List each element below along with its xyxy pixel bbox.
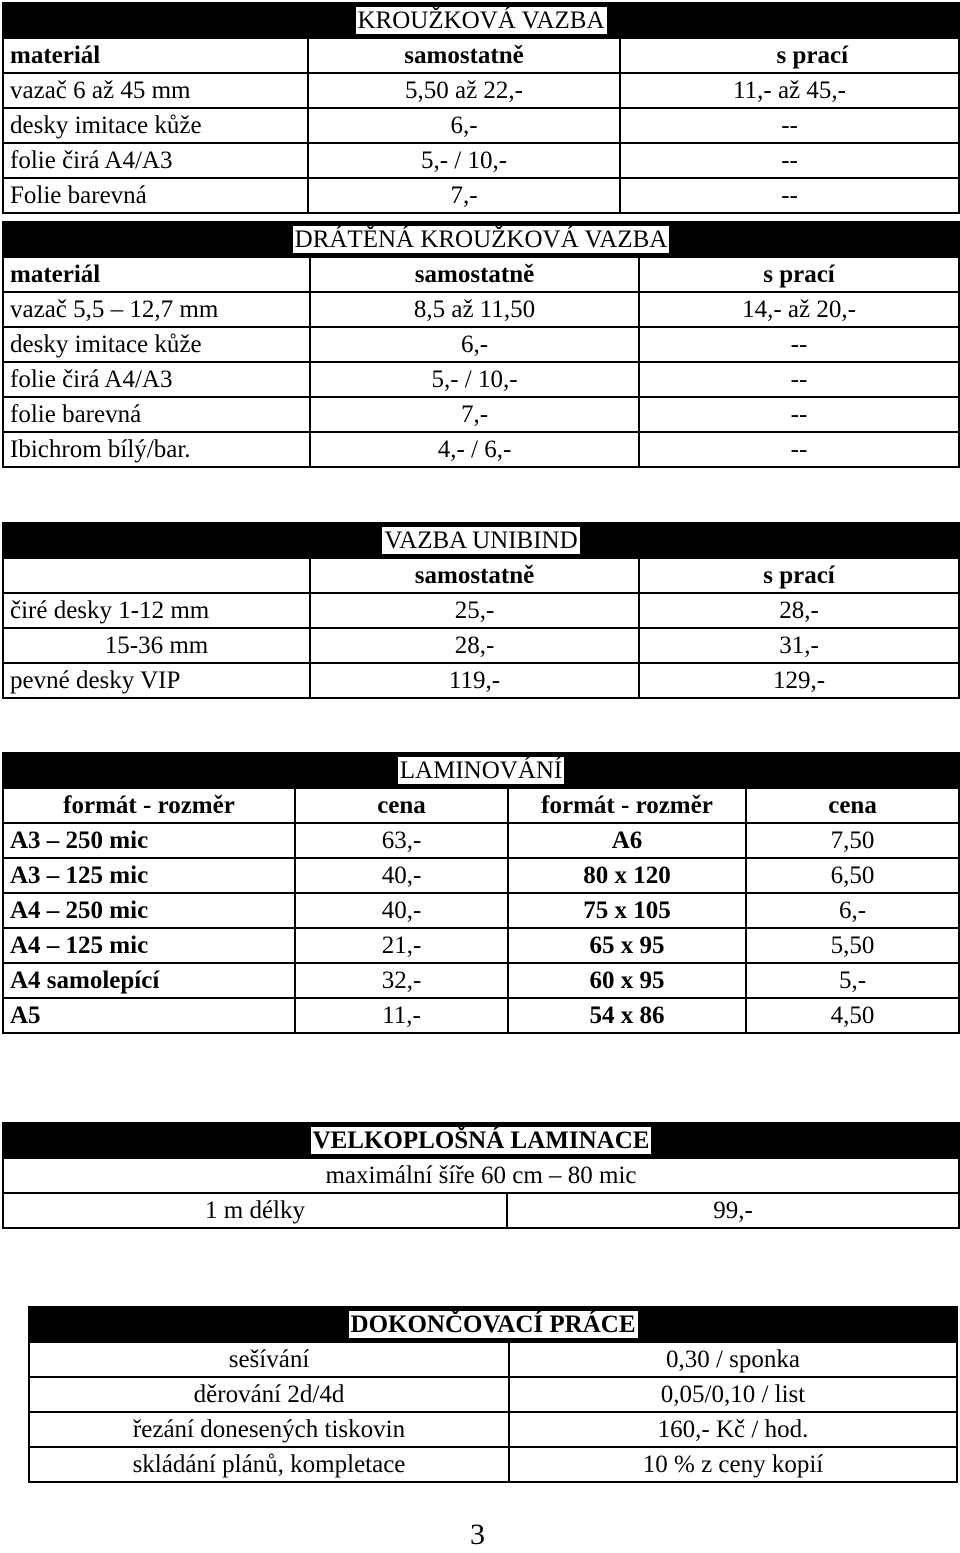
table-velkoplosna-laminace xyxy=(2,1122,960,1229)
table-row: A4 samolepící 32,- 60 x 95 5,- xyxy=(3,963,959,998)
table-row: A4 – 125 mic 21,- 65 x 95 5,50 xyxy=(3,928,959,963)
table-laminovani xyxy=(2,752,960,1034)
table-row: děrování 2d/4d 0,05/0,10 / list xyxy=(29,1377,957,1412)
table-row: pevné desky VIP 119,- 129,- xyxy=(3,663,959,698)
table-dokoncovaci-prace xyxy=(28,1306,958,1483)
section-subtitle: maximální šíře 60 cm – 80 mic xyxy=(3,1158,959,1193)
column-header: cena xyxy=(746,788,959,823)
column-header: s prací xyxy=(620,38,959,73)
section-title: VELKOPLOŠNÁ LAMINACE xyxy=(3,1123,959,1158)
table-row: folie barevná 7,- -- xyxy=(3,397,959,432)
section-title: DRÁTĚNÁ KROUŽKOVÁ VAZBA xyxy=(3,222,959,257)
table-row: folie čirá A4/A3 5,- / 10,- -- xyxy=(3,362,959,397)
table-row: Folie barevná 7,- -- xyxy=(3,178,959,213)
column-header: materiál xyxy=(3,257,310,292)
column-header: s prací xyxy=(639,257,959,292)
table-row: řezání donesených tiskovin 160,- Kč / hod. xyxy=(29,1412,957,1447)
table-row: vazač 6 až 45 mm 5,50 až 22,- 11,- až 45,- xyxy=(3,73,959,108)
section-title: VAZBA UNIBIND xyxy=(3,523,959,558)
column-header: formát - rozměr xyxy=(508,788,746,823)
table-row: 1 m délky 99,- xyxy=(3,1193,959,1228)
column-header: cena xyxy=(295,788,508,823)
column-header: samostatně xyxy=(308,38,620,73)
table-row: A4 – 250 mic 40,- 75 x 105 6,- xyxy=(3,893,959,928)
table-row: 15-36 mm 28,- 31,- xyxy=(3,628,959,663)
column-header: materiál xyxy=(3,38,308,73)
table-row: desky imitace kůže 6,- -- xyxy=(3,327,959,362)
column-header: samostatně xyxy=(310,257,639,292)
table-row: sešívání 0,30 / sponka xyxy=(29,1342,957,1377)
column-header: formát - rozměr xyxy=(3,788,295,823)
section-title: DOKONČOVACÍ PRÁCE xyxy=(29,1307,957,1342)
table-row: Ibichrom bílý/bar. 4,- / 6,- -- xyxy=(3,432,959,467)
table-dratena-krouzkova-vazba xyxy=(2,221,960,468)
table-row: čiré desky 1-12 mm 25,- 28,- xyxy=(3,593,959,628)
table-row: folie čirá A4/A3 5,- / 10,- -- xyxy=(3,143,959,178)
column-header: s prací xyxy=(639,558,959,593)
table-row: A5 11,- 54 x 86 4,50 xyxy=(3,998,959,1033)
table-row: A3 – 125 mic 40,- 80 x 120 6,50 xyxy=(3,858,959,893)
page-number: 3 xyxy=(470,1518,485,1551)
table-row: A3 – 250 mic 63,- A6 7,50 xyxy=(3,823,959,858)
table-krouzkova-vazba xyxy=(2,2,960,214)
section-title: KROUŽKOVÁ VAZBA xyxy=(3,3,959,38)
table-row: skládání plánů, kompletace 10 % z ceny kopií xyxy=(29,1447,957,1482)
table-row: vazač 5,5 – 12,7 mm 8,5 až 11,50 14,- až 20,- xyxy=(3,292,959,327)
section-title: LAMINOVÁNÍ xyxy=(3,753,959,788)
table-vazba-unibind xyxy=(2,522,960,699)
column-header: samostatně xyxy=(310,558,639,593)
table-row: desky imitace kůže 6,- -- xyxy=(3,108,959,143)
column-header xyxy=(3,558,310,593)
